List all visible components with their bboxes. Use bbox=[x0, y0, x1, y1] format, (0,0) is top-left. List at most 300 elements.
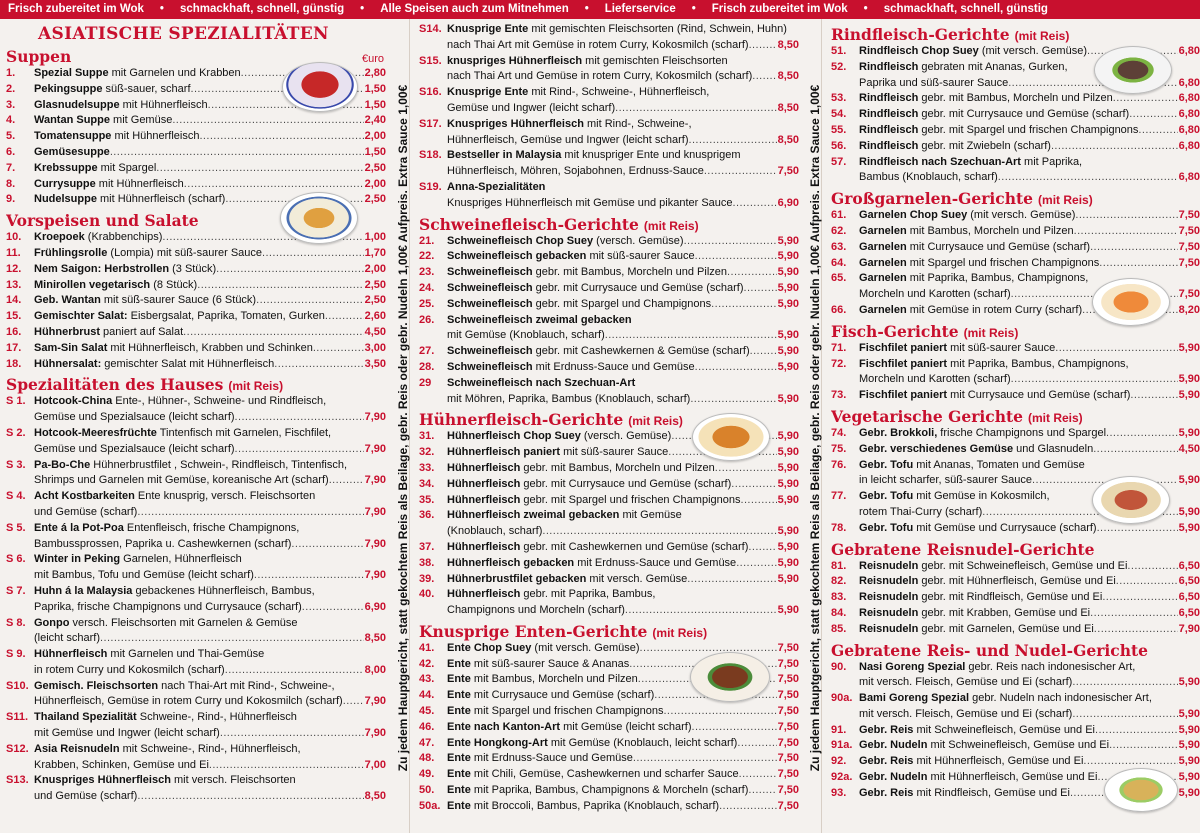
item-number: S 5. bbox=[6, 521, 26, 534]
item-name: Schweinefleisch zweimal gebacken bbox=[447, 313, 632, 326]
menu-item bbox=[6, 584, 386, 616]
dot-leader bbox=[1011, 372, 1178, 388]
item-price: 4,50 bbox=[1178, 442, 1200, 455]
item-text bbox=[34, 568, 254, 584]
item-name: Kroepoek bbox=[34, 231, 85, 244]
item-name: Hotcook-Meeresfrüchte bbox=[34, 426, 157, 439]
item-name: Ente á la Pot-Poa bbox=[34, 521, 124, 534]
item-number: 91. bbox=[831, 723, 847, 736]
item-description: Gemüse und Spezialsauce (leicht scharf) bbox=[34, 411, 235, 424]
item-name: Rindfleisch bbox=[859, 108, 919, 121]
item-text bbox=[859, 208, 1075, 224]
dot-leader bbox=[1075, 208, 1177, 224]
item-body bbox=[859, 388, 1200, 404]
menu-item bbox=[419, 556, 799, 572]
item-price: 5,90 bbox=[777, 430, 799, 443]
item-price: 5,90 bbox=[777, 493, 799, 506]
currency-label: €uro bbox=[361, 53, 384, 65]
item-line bbox=[447, 196, 799, 212]
item-name: Hühnerfleisch zweimal gebacken bbox=[447, 509, 620, 522]
item-price: 7,50 bbox=[777, 799, 799, 812]
item-number: 8. bbox=[6, 177, 16, 190]
item-line bbox=[447, 328, 799, 344]
item-price: 8,20 bbox=[1178, 303, 1200, 316]
item-price: 7,50 bbox=[1178, 240, 1200, 253]
item-text bbox=[447, 117, 692, 133]
item-body bbox=[34, 113, 386, 129]
item-name: Ente bbox=[447, 768, 471, 781]
section-subtitle: (mit Reis) bbox=[628, 414, 683, 429]
menu-item bbox=[6, 278, 386, 294]
item-number: 51. bbox=[831, 45, 847, 57]
menu-item bbox=[6, 742, 386, 774]
item-name: Fischfilet paniert bbox=[859, 389, 948, 402]
item-description: mit Broccoli, Bambus, Paprika (Knoblauch, scharf) bbox=[470, 799, 720, 812]
item-body bbox=[447, 234, 799, 250]
item-price: 5,90 bbox=[777, 329, 799, 342]
item-name: Krebssuppe bbox=[34, 161, 98, 174]
item-line bbox=[859, 256, 1200, 272]
banner-separator: • bbox=[584, 3, 589, 15]
item-price: 6,50 bbox=[1178, 591, 1200, 604]
item-body bbox=[859, 590, 1200, 606]
item-price: 6,50 bbox=[1178, 575, 1200, 588]
item-line bbox=[447, 360, 799, 376]
item-number: 66. bbox=[831, 303, 847, 316]
item-description: mit Gemüse und Currysauce (scharf) bbox=[913, 521, 1097, 534]
menu-column-left bbox=[6, 22, 386, 833]
item-body bbox=[447, 799, 799, 815]
item-number: 37. bbox=[419, 540, 435, 553]
item-line bbox=[447, 720, 799, 736]
item-name: Ente bbox=[447, 799, 471, 812]
item-text bbox=[859, 224, 1074, 240]
item-body bbox=[447, 180, 799, 212]
item-text bbox=[34, 309, 325, 325]
section-name: Hühnerfleisch-Gerichte bbox=[419, 410, 624, 430]
item-body bbox=[447, 148, 799, 180]
dot-leader bbox=[542, 524, 776, 540]
item-description: Entenfleisch, frische Champignons, bbox=[123, 521, 300, 534]
item-body bbox=[447, 281, 799, 297]
item-line bbox=[447, 249, 799, 265]
item-body bbox=[34, 394, 386, 426]
item-text bbox=[447, 704, 663, 720]
item-description: mit gemischten Fleischsorten (Rind, Schwein, Huhn) bbox=[528, 23, 787, 35]
item-description: mit Rind-, Schweine-, bbox=[583, 117, 692, 130]
item-line bbox=[34, 145, 386, 161]
menu-item bbox=[831, 224, 1200, 240]
menu-item bbox=[419, 572, 799, 588]
item-number: 10. bbox=[6, 231, 22, 244]
item-text bbox=[859, 170, 998, 186]
item-price: 5,90 bbox=[1178, 707, 1200, 720]
item-number: S 7. bbox=[6, 584, 26, 597]
item-text bbox=[447, 445, 668, 461]
item-body bbox=[859, 139, 1200, 155]
section-name: Suppen bbox=[6, 47, 72, 66]
vertical-note-text: Zu jedem Hauptgericht, statt gekochtem Reis als Beilage, gebr. Reis oder gebr. Nudeln 1,00€ Aufpreis. Extra Sauce 1,00€ bbox=[396, 84, 410, 771]
item-description: mit Schweinefleisch, Gemüse und Ei bbox=[913, 723, 1096, 736]
item-description: Hühnerbrustfilet , Schwein-, Rindfleisch, Tintenfisch, bbox=[90, 458, 348, 471]
item-description: (Knoblauch, scharf) bbox=[447, 525, 543, 538]
item-description: mit Rind-, Schweine-, Hühnerfleisch, bbox=[528, 86, 710, 99]
item-body bbox=[447, 85, 799, 117]
item-number: 74. bbox=[831, 426, 847, 439]
item-number: 2. bbox=[6, 82, 16, 95]
item-number: 44. bbox=[419, 689, 435, 702]
item-name: Hühnerfleisch bbox=[447, 477, 521, 490]
item-text bbox=[447, 281, 744, 297]
menu-item bbox=[419, 148, 799, 180]
item-name: Hühnerfleisch bbox=[34, 648, 108, 661]
item-name: Hühnerbrust bbox=[34, 325, 100, 338]
item-description: nach Thai-Art mit Rind-, Schweine-, bbox=[158, 679, 335, 692]
item-description: mit knuspriger Ente und knusprigem bbox=[561, 149, 741, 162]
item-price: 7,50 bbox=[777, 165, 799, 178]
dot-leader bbox=[100, 631, 364, 647]
item-price: 7,50 bbox=[777, 641, 799, 654]
dot-leader bbox=[1074, 224, 1178, 240]
item-price: 2,00 bbox=[364, 262, 386, 275]
item-price: 5,90 bbox=[777, 281, 799, 294]
item-name: Gebr. Nudeln bbox=[859, 739, 928, 752]
item-name: Hühnerfleisch bbox=[447, 461, 521, 474]
dot-leader bbox=[704, 164, 777, 180]
item-number: 13. bbox=[6, 278, 22, 291]
dot-leader bbox=[1106, 426, 1178, 442]
item-line bbox=[34, 710, 386, 726]
item-number: 76. bbox=[831, 458, 847, 471]
item-body bbox=[447, 783, 799, 799]
item-text bbox=[859, 357, 1129, 373]
duck-dish-image bbox=[690, 652, 770, 702]
item-text bbox=[34, 616, 297, 632]
item-name: Nem Saigon: Herbstrollen bbox=[34, 262, 170, 275]
banner-separator: • bbox=[159, 3, 164, 15]
item-description: gebr. mit Spargel und Champignons bbox=[532, 297, 712, 310]
item-line bbox=[447, 54, 799, 70]
menu-item bbox=[831, 91, 1200, 107]
item-body bbox=[34, 177, 386, 193]
item-description: mit Gemüse bbox=[109, 114, 173, 127]
item-number: 38. bbox=[419, 556, 435, 569]
menu-item bbox=[419, 767, 799, 783]
item-description: (versch. Gemüse) bbox=[593, 234, 684, 247]
item-price: 7,90 bbox=[364, 727, 386, 740]
item-text bbox=[447, 101, 615, 117]
item-line bbox=[34, 600, 386, 616]
section-title bbox=[831, 188, 1200, 208]
dot-leader bbox=[184, 177, 364, 193]
item-description: mit süß-saurer Sauce & Ananas bbox=[470, 657, 630, 670]
dot-leader bbox=[256, 293, 363, 309]
item-text bbox=[447, 477, 731, 493]
item-body bbox=[34, 262, 386, 278]
item-body bbox=[859, 660, 1200, 692]
item-body bbox=[447, 767, 799, 783]
item-body bbox=[34, 710, 386, 742]
item-line bbox=[859, 660, 1200, 676]
item-number: 73. bbox=[831, 389, 847, 402]
item-name: Hühnerfleisch bbox=[447, 493, 521, 506]
item-text bbox=[447, 376, 635, 392]
item-description: mit Erdnuss-Sauce und Gemüse bbox=[532, 360, 695, 373]
item-name: Ente bbox=[447, 689, 471, 702]
item-line bbox=[859, 426, 1200, 442]
soup-bowl-image bbox=[282, 62, 358, 112]
dot-leader bbox=[1083, 754, 1177, 770]
item-line bbox=[447, 603, 799, 619]
item-price: 6,80 bbox=[1178, 92, 1200, 105]
item-description: gebr. mit Currysauce und Gemüse (scharf) bbox=[520, 477, 732, 490]
menu-item bbox=[831, 622, 1200, 638]
item-name: Hühnerfleisch gebacken bbox=[447, 556, 575, 569]
dot-leader bbox=[750, 344, 777, 360]
item-description: mit Spargel bbox=[97, 161, 157, 174]
item-line bbox=[447, 180, 799, 196]
item-price: 5,90 bbox=[777, 297, 799, 310]
dot-leader bbox=[209, 758, 364, 774]
dot-leader bbox=[1109, 738, 1178, 754]
item-text bbox=[447, 720, 691, 736]
item-price: 5,90 bbox=[777, 392, 799, 405]
item-body bbox=[859, 240, 1200, 256]
item-text bbox=[447, 249, 695, 265]
menu-item bbox=[419, 587, 799, 619]
item-line bbox=[34, 161, 386, 177]
item-price: 1,50 bbox=[364, 145, 386, 158]
menu-item bbox=[419, 344, 799, 360]
item-price: 6,90 bbox=[777, 196, 799, 209]
item-description: mit Gemüse (Knoblauch, leicht scharf) bbox=[547, 736, 738, 749]
item-number: 90. bbox=[831, 660, 847, 673]
item-description: rotem Thai-Curry (scharf) bbox=[859, 505, 983, 518]
item-name: Bestseller in Malaysia bbox=[447, 149, 562, 162]
item-number: 50a. bbox=[419, 799, 441, 812]
item-line bbox=[859, 388, 1200, 404]
item-text bbox=[34, 357, 274, 373]
item-description: Morcheln und Karotten (scharf) bbox=[859, 288, 1011, 301]
item-price: 1,50 bbox=[364, 98, 386, 111]
item-name: Ente nach Kanton-Art bbox=[447, 720, 561, 733]
item-text bbox=[34, 98, 208, 114]
item-description: gebr. mit Bambus, Morcheln und Pilzen bbox=[532, 266, 728, 279]
item-body bbox=[447, 360, 799, 376]
item-body bbox=[859, 256, 1200, 272]
item-description: gebr. mit Hühnerfleisch, Gemüse und Ei bbox=[918, 575, 1116, 588]
item-price: 5,90 bbox=[777, 234, 799, 247]
item-price: 7,50 bbox=[1178, 288, 1200, 301]
item-price: 6,90 bbox=[364, 600, 386, 613]
item-line bbox=[34, 489, 386, 505]
item-price: 5,90 bbox=[777, 525, 799, 538]
item-description: (8 Stück) bbox=[150, 278, 198, 291]
item-price: 7,90 bbox=[364, 505, 386, 518]
item-line bbox=[447, 313, 799, 329]
item-text bbox=[859, 754, 1083, 770]
item-price: 7,90 bbox=[364, 442, 386, 455]
item-price: 5,90 bbox=[777, 556, 799, 569]
item-description: (mit versch. Gemüse) bbox=[531, 641, 640, 654]
item-text bbox=[34, 230, 162, 246]
item-body bbox=[859, 357, 1200, 389]
item-number: 6. bbox=[6, 145, 16, 158]
item-text bbox=[34, 647, 264, 663]
item-text bbox=[34, 145, 110, 161]
item-number: 27. bbox=[419, 345, 435, 358]
item-number: S 4. bbox=[6, 490, 26, 503]
item-price: 2,50 bbox=[364, 278, 386, 291]
item-number: S 9. bbox=[6, 648, 26, 661]
menu-item bbox=[6, 647, 386, 679]
item-name: Acht Kostbarkeiten bbox=[34, 490, 135, 503]
item-description: gebr. mit Cashewkernen und Gemüse (scharf) bbox=[520, 540, 749, 553]
item-line bbox=[34, 773, 386, 789]
item-line bbox=[859, 675, 1200, 691]
item-name: Hühnerfleisch paniert bbox=[447, 446, 561, 459]
item-name: Ente Hongkong-Art bbox=[447, 736, 548, 749]
item-text bbox=[447, 556, 736, 572]
item-line bbox=[34, 394, 386, 410]
item-price: 5,90 bbox=[1178, 474, 1200, 487]
item-name: Garnelen bbox=[859, 303, 907, 316]
item-number: 61. bbox=[831, 209, 847, 222]
dot-leader bbox=[254, 568, 364, 584]
item-number: 64. bbox=[831, 256, 847, 269]
item-description: mit Erdnuss-Sauce und Gemüse bbox=[470, 752, 633, 765]
item-price: 2,00 bbox=[364, 177, 386, 190]
item-line bbox=[447, 148, 799, 164]
item-description: Schweine-, Rind-, Hühnerfleisch bbox=[136, 711, 297, 724]
item-name: Reisnudeln bbox=[859, 559, 919, 572]
dot-leader bbox=[640, 641, 777, 657]
item-text bbox=[34, 177, 184, 193]
item-text bbox=[447, 297, 711, 313]
item-name: Hühnerfleisch bbox=[447, 540, 521, 553]
item-description: süß-sauer, scharf bbox=[102, 82, 191, 95]
item-text bbox=[34, 773, 296, 789]
item-line bbox=[34, 552, 386, 568]
item-description: mit Gemüse (Knoblauch, scharf) bbox=[447, 329, 605, 342]
item-text bbox=[859, 606, 1090, 622]
item-name: knuspriges Hühnerfleisch bbox=[447, 54, 583, 67]
item-name: Pa-Bo-Che bbox=[34, 458, 91, 471]
item-description: mit Hühnerfleisch, Gemüse und Ei bbox=[913, 755, 1084, 768]
dot-leader bbox=[1129, 107, 1177, 123]
item-line bbox=[34, 742, 386, 758]
dot-leader bbox=[625, 603, 777, 619]
item-line bbox=[34, 726, 386, 742]
item-description: versch. Fleischsorten mit Garnelen & Gemüse bbox=[69, 616, 298, 629]
item-body bbox=[447, 265, 799, 281]
item-name: Reisnudeln bbox=[859, 575, 919, 588]
item-number: 63. bbox=[831, 240, 847, 253]
item-body bbox=[447, 461, 799, 477]
item-body bbox=[34, 458, 386, 490]
item-line bbox=[34, 505, 386, 521]
item-text bbox=[859, 271, 1088, 287]
item-price: 8,50 bbox=[364, 790, 386, 803]
item-price: 2,50 bbox=[364, 161, 386, 174]
section-name: Vegetarische Gerichte bbox=[831, 406, 1023, 426]
item-description: mit süß-saurer Sauce bbox=[560, 446, 669, 459]
menu-item bbox=[6, 145, 386, 161]
item-text bbox=[859, 388, 1130, 404]
item-name: Winter in Peking bbox=[34, 553, 121, 566]
item-body bbox=[447, 313, 799, 345]
item-name: Garnelen bbox=[859, 256, 907, 269]
item-body bbox=[447, 572, 799, 588]
shrimp-dish-image bbox=[1092, 278, 1170, 326]
item-text bbox=[447, 54, 728, 70]
item-body bbox=[34, 357, 386, 373]
item-name: Gebr. Tofu bbox=[859, 490, 914, 503]
section-subtitle: (mit Reis) bbox=[1014, 29, 1070, 43]
menu-item bbox=[6, 262, 386, 278]
item-number: 46. bbox=[419, 720, 435, 733]
item-text bbox=[447, 164, 704, 180]
menu-item bbox=[6, 325, 386, 341]
item-price: 7,90 bbox=[364, 569, 386, 582]
item-text bbox=[34, 458, 347, 474]
dot-leader bbox=[156, 161, 363, 177]
section-name: Großgarnelen-Gerichte bbox=[831, 189, 1034, 209]
item-price: 8,00 bbox=[364, 663, 386, 676]
item-name: Schweinefleisch nach Szechuan-Art bbox=[447, 376, 636, 389]
dot-leader bbox=[998, 170, 1178, 186]
item-description: mit Paprika, bbox=[1020, 155, 1083, 168]
section-title bbox=[419, 621, 799, 641]
dot-leader bbox=[615, 101, 776, 117]
item-number: 29 bbox=[419, 376, 432, 389]
item-body bbox=[447, 751, 799, 767]
banner-text: Frisch zubereitet im Wok bbox=[8, 3, 144, 15]
item-description: frische Champignons und Spargel bbox=[937, 426, 1107, 439]
item-text bbox=[34, 129, 199, 145]
item-line bbox=[447, 117, 799, 133]
item-body bbox=[859, 208, 1200, 224]
item-line bbox=[34, 521, 386, 537]
item-name: Schweinefleisch bbox=[447, 281, 533, 294]
dot-leader bbox=[172, 113, 363, 129]
item-number: 22. bbox=[419, 250, 435, 263]
item-text bbox=[859, 155, 1082, 171]
item-line bbox=[447, 22, 799, 38]
item-text bbox=[859, 123, 1138, 139]
dot-leader bbox=[343, 694, 364, 710]
menu-item bbox=[419, 477, 799, 493]
item-text bbox=[859, 372, 1011, 388]
item-number: S16. bbox=[419, 86, 442, 99]
item-line bbox=[447, 376, 799, 392]
menu-item bbox=[831, 256, 1200, 272]
item-number: 93. bbox=[831, 786, 847, 799]
section-title bbox=[831, 24, 1200, 44]
item-text bbox=[34, 426, 331, 442]
dot-leader bbox=[1138, 123, 1177, 139]
item-price: 7,90 bbox=[364, 537, 386, 550]
item-line bbox=[447, 69, 799, 85]
item-text bbox=[447, 508, 682, 524]
item-number: 78. bbox=[831, 521, 847, 534]
item-text bbox=[447, 524, 542, 540]
item-price: 7,90 bbox=[364, 695, 386, 708]
dot-leader bbox=[691, 720, 776, 736]
menu-item bbox=[831, 341, 1200, 357]
item-number: 83. bbox=[831, 591, 847, 604]
item-number: 24. bbox=[419, 281, 435, 294]
